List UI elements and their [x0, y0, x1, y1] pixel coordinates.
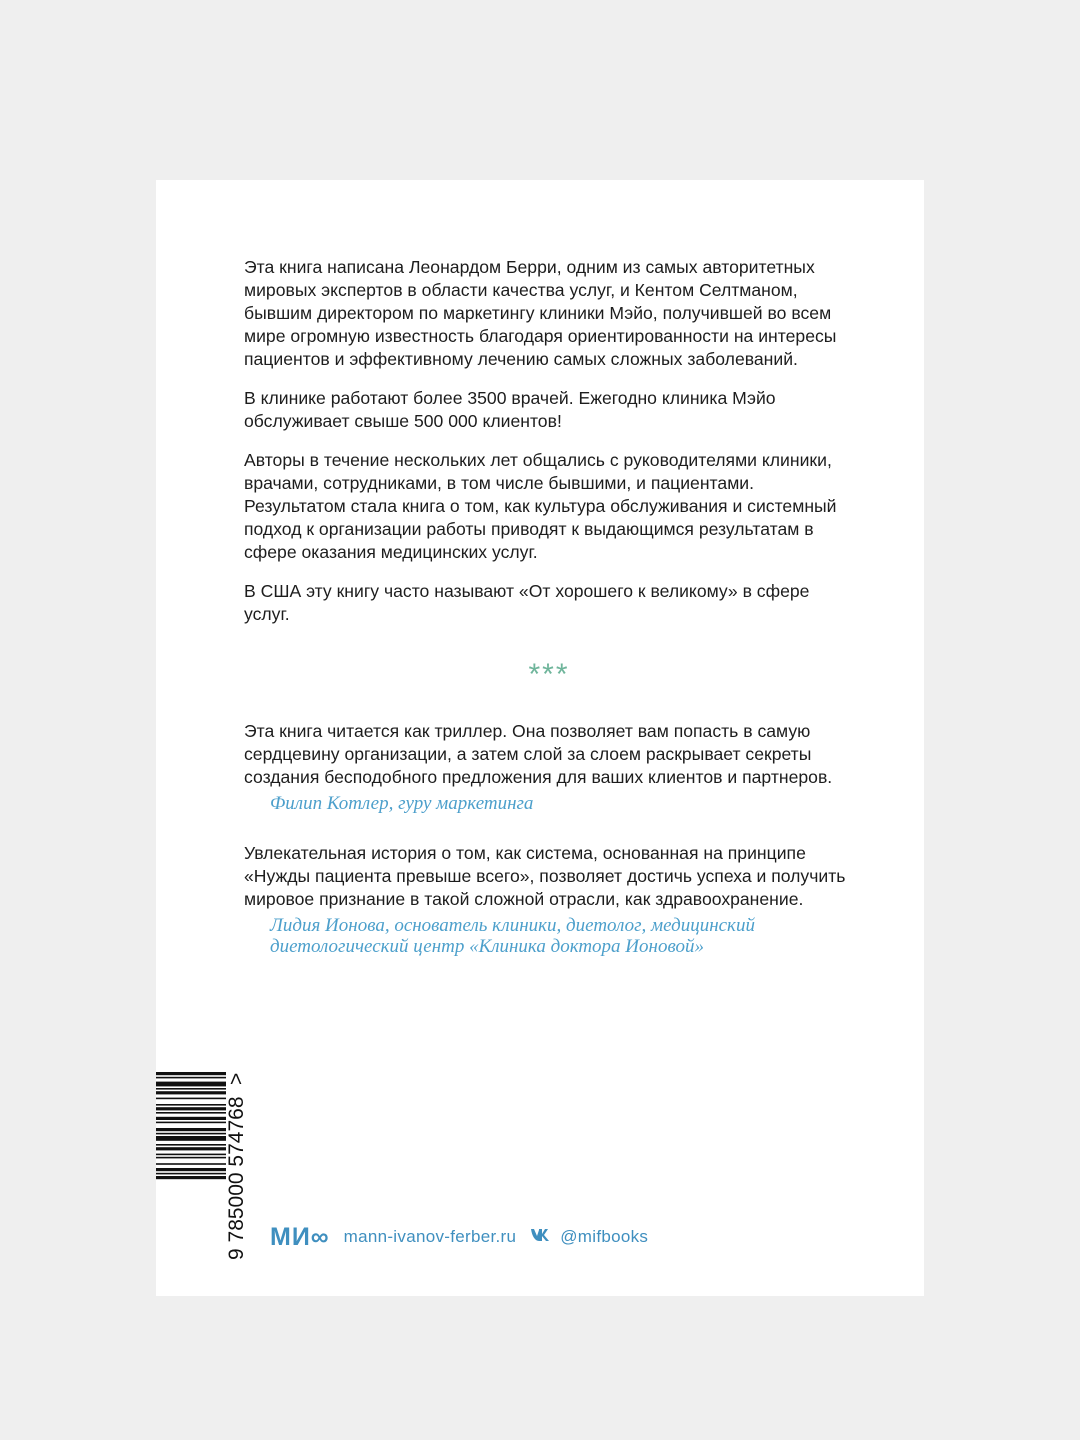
paragraph-2: В клинике работают более 3500 врачей. Ежегодно клиника Мэйо обслуживает свыше 500 000 клиентов!: [244, 388, 776, 431]
barcode-bar: [156, 1107, 226, 1110]
barcode-end-mark: >: [225, 1072, 248, 1085]
back-cover: [156, 180, 924, 1296]
isbn-barcode: [156, 1060, 252, 1264]
publisher-logo: МИ∞: [270, 1222, 330, 1251]
barcode-bar: [156, 1088, 226, 1090]
quote-kotler: [244, 720, 854, 814]
vk-icon[interactable]: [530, 1228, 550, 1247]
barcode-bars: [156, 1072, 226, 1179]
barcode-bar: [156, 1098, 226, 1100]
barcode-bar: [156, 1173, 226, 1175]
quote-text: Увлекательная история о том, как система, основанная на принципе «Нужды пациента превыше всего», позволяет достичь успеха и получить мировое признание в такой сложной отрасли, как здравоохранение.: [244, 843, 846, 909]
barcode-bar: [156, 1157, 226, 1159]
barcode-bar: [156, 1077, 226, 1079]
barcode-bar: [156, 1133, 226, 1135]
barcode-bar: [156, 1144, 226, 1146]
barcode-digits: 9 785000 574768: [225, 1096, 248, 1260]
description-block: [244, 256, 854, 985]
separator-stars: ***: [528, 658, 570, 691]
quote-author: Лидия Ионова, основатель клиники, диетолог, медицинский диетологический центр «Клиника доктора Ионовой»: [270, 915, 755, 957]
paragraph-3: Авторы в течение нескольких лет общались с руководителями клиники, врачами, сотрудниками, в том числе бывшими, и пациентами. Результатом стала книга о том, как культура обслуживания и системный подход к организации работы приводят к выдающимся результатам в сфере оказания медицинских услуг.: [244, 450, 837, 562]
quote-ionova: [244, 842, 854, 957]
paragraph-4: В США эту книгу часто называют «От хорошего к великому» в сфере услуг.: [244, 581, 810, 624]
barcode-bar: [156, 1072, 226, 1075]
paragraph-1: Эта книга написана Леонардом Берри, одним из самых авторитетных мировых экспертов в области качества услуг, и Кентом Селтманом, бывшим директором по маркетингу клиники Мэйо, получившей во всем мире огромную известность благодаря ориентированности на интересы пациентов и эффективному лечению самых сложных заболеваний.: [244, 257, 837, 369]
barcode-bar: [156, 1112, 226, 1114]
barcode-bar: [156, 1128, 226, 1131]
barcode-bar: [156, 1104, 226, 1106]
barcode-bar: [156, 1176, 226, 1179]
barcode-bar: [156, 1168, 226, 1171]
vk-icon-glyph: [530, 1228, 550, 1242]
barcode-bar: [156, 1082, 226, 1087]
social-handle[interactable]: @mifbooks: [560, 1227, 649, 1246]
barcode-bar: [156, 1147, 226, 1150]
barcode-bar: [156, 1163, 226, 1165]
website-link[interactable]: mann-ivanov-ferber.ru: [343, 1227, 517, 1246]
publisher-footer: [270, 1222, 648, 1252]
barcode-bar: [156, 1117, 226, 1120]
quote-text: Эта книга читается как триллер. Она позволяет вам попасть в самую сердцевину организации, а затем слой за слоем раскрывает секреты создания бесподобного предложения для ваших клиентов и партнеров.: [244, 721, 833, 787]
barcode-bar: [156, 1154, 226, 1156]
quote-author: Филип Котлер, гуру маркетинга: [270, 793, 534, 814]
barcode-bar: [156, 1122, 226, 1124]
barcode-bar: [156, 1136, 226, 1141]
barcode-bar: [156, 1091, 226, 1094]
